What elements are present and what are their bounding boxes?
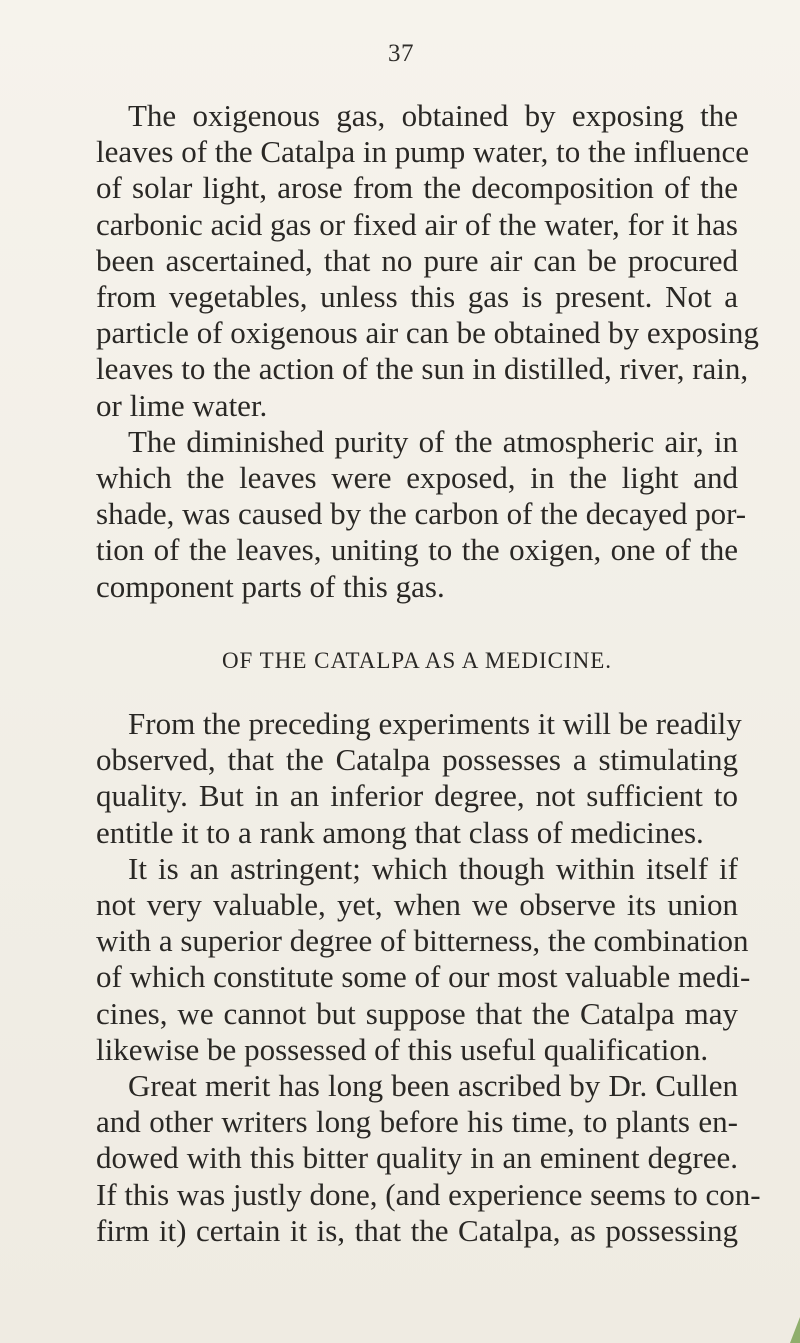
text-line: or lime water. [96, 387, 268, 423]
text-line: The oxigenous gas, obtained by exposing the [128, 98, 738, 133]
corner-scan-mark [790, 1317, 800, 1343]
text-line: firm it) certain it is, that the Catalpa, as possessing [96, 1212, 738, 1248]
text-line: of solar light, arose from the decomposition of the [96, 170, 738, 206]
text-line: From the preceding experiments it will be readily [128, 706, 742, 741]
text-line: not very valuable, yet, when we observe its union [96, 887, 738, 923]
text-line: cines, we cannot but suppose that the Catalpa may [96, 995, 738, 1031]
text-line: with a superior degree of bitterness, the combination [96, 923, 749, 959]
text-line: of which constitute some of our most valuable medi- [96, 959, 751, 995]
paragraph-block-medicine [96, 706, 761, 1249]
text-line: It is an astringent; which though within itself if [128, 850, 738, 886]
text-line: leaves to the action of the sun in distilled, river, rain, [96, 351, 749, 387]
text-line: leaves of the Catalpa in pump water, to the influence [96, 134, 749, 170]
text-line: If this was justly done, (and experience seems to con- [96, 1176, 761, 1212]
text-line: particle of oxigenous air can be obtained by exposing [96, 315, 759, 351]
text-line: which the leaves were exposed, in the light and [96, 460, 738, 496]
paragraph-block-oxigenous-gas [96, 98, 759, 605]
text-line: from vegetables, unless this gas is present. Not a [96, 279, 738, 315]
text-line: quality. But in an inferior degree, not sufficient to [96, 778, 738, 814]
text-line: and other writers long before his time, to plants en- [96, 1104, 738, 1140]
text-line: likewise be possessed of this useful qualification. [96, 1031, 709, 1067]
text-line: tion of the leaves, uniting to the oxigen, one of the [96, 532, 738, 568]
section-heading: OF THE CATALPA AS A MEDICINE. [221, 648, 613, 673]
text-line: The diminished purity of the atmospheric air, in [128, 423, 738, 459]
text-line: carbonic acid gas or fixed air of the water, for it has [96, 206, 738, 242]
text-line: Great merit has long been ascribed by Dr. Cullen [128, 1068, 738, 1104]
text-line: entitle it to a rank among that class of medicines. [96, 814, 704, 850]
text-line: dowed with this bitter quality in an eminent degree. [96, 1140, 738, 1176]
text-line: component parts of this gas. [96, 568, 445, 604]
text-line: observed, that the Catalpa possesses a stimulating [96, 742, 738, 778]
page-number: 37 [388, 40, 414, 67]
text-line: shade, was caused by the carbon of the decayed por- [96, 496, 747, 532]
text-line: been ascertained, that no pure air can be procured [96, 242, 738, 278]
